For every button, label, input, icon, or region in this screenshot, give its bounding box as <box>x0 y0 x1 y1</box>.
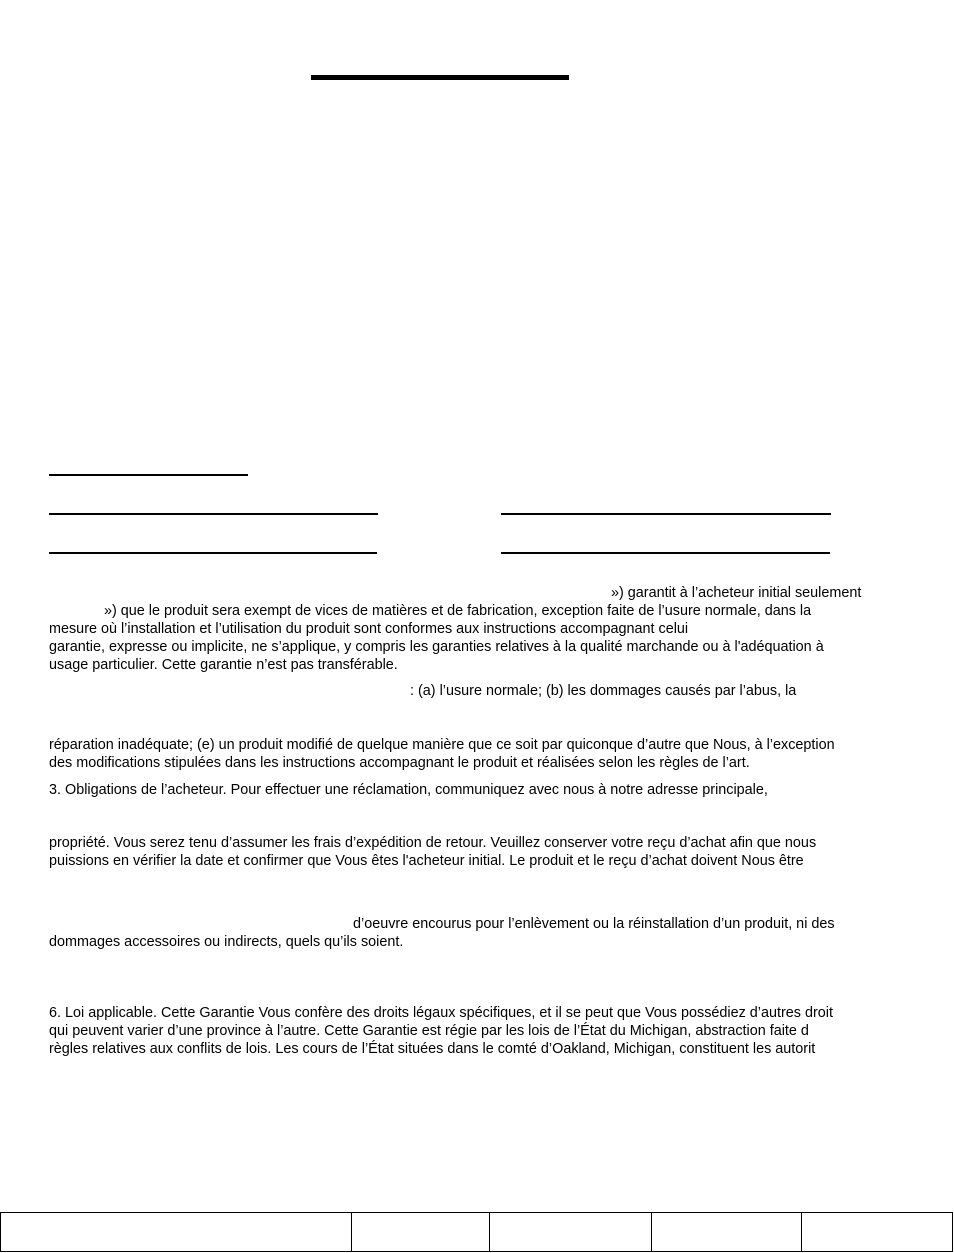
warranty-text-line: : (a) l’usure normale; (b) les dommages causés par l’abus, la <box>410 683 797 699</box>
footer-cell <box>652 1213 802 1251</box>
warranty-text-line: d’oeuvre encourus pour l’enlèvement ou la réinstallation d’un produit, ni des <box>353 916 835 932</box>
form-blank-line <box>49 552 377 554</box>
footer-cell <box>490 1213 652 1251</box>
form-blank-line <box>501 552 830 554</box>
warranty-text-line: dommages accessoires ou indirects, quels qu’ils soient. <box>49 934 404 950</box>
warranty-text-line: propriété. Vous serez tenu d’assumer les frais d’expédition de retour. Veuillez conserver votre reçu d’achat afin que nous <box>49 835 817 851</box>
footer-table <box>0 1212 953 1252</box>
footer-cell <box>1 1213 352 1251</box>
footer-cell <box>802 1213 952 1251</box>
form-blank-line <box>501 513 831 515</box>
warranty-text-line: garantie, expresse ou implicite, ne s’applique, y compris les garanties relatives à la qualité marchande ou à l'adéquation à <box>49 639 824 655</box>
warranty-text-line: usage particulier. Cette garantie n’est pas transférable. <box>49 657 398 673</box>
warranty-text-line: puissions en vérifier la date et confirmer que Vous êtes l'acheteur initial. Le produit et le reçu d’achat doivent Nous être <box>49 853 804 869</box>
title-underline <box>311 75 569 80</box>
warranty-text-line: ») que le produit sera exempt de vices de matières et de fabrication, exception faite de l’usure normale, dans la <box>104 603 812 619</box>
warranty-text-line: qui peuvent varier d’une province à l’autre. Cette Garantie est régie par les lois de l’État du Michigan, abstraction faite d <box>49 1023 809 1039</box>
warranty-text-line: réparation inadéquate; (e) un produit modifié de quelque manière que ce soit par quiconque d’autre que Nous, à l’exception <box>49 737 835 753</box>
warranty-text-line: règles relatives aux conflits de lois. Les cours de l’État situées dans le comté d’Oakland, Michigan, constituent les autorit <box>49 1041 816 1057</box>
warranty-text-line: des modifications stipulées dans les instructions accompagnant le produit et réalisées selon les règles de l’art. <box>49 755 750 771</box>
warranty-text-line: ») garantit à l’acheteur initial seulement <box>611 585 862 601</box>
warranty-text-line: 6. Loi applicable. Cette Garantie Vous confère des droits légaux spécifiques, et il se peut que Vous possédiez d’autres droit <box>49 1005 833 1021</box>
footer-cell <box>352 1213 490 1251</box>
warranty-text-line: mesure où l’installation et l’utilisation du produit sont conformes aux instructions accompagnant celui <box>49 621 689 637</box>
form-blank-line <box>49 513 378 515</box>
warranty-text-line: 3. Obligations de l’acheteur. Pour effectuer une réclamation, communiquez avec nous à notre adresse principale, <box>49 782 768 798</box>
form-blank-line <box>49 474 248 476</box>
